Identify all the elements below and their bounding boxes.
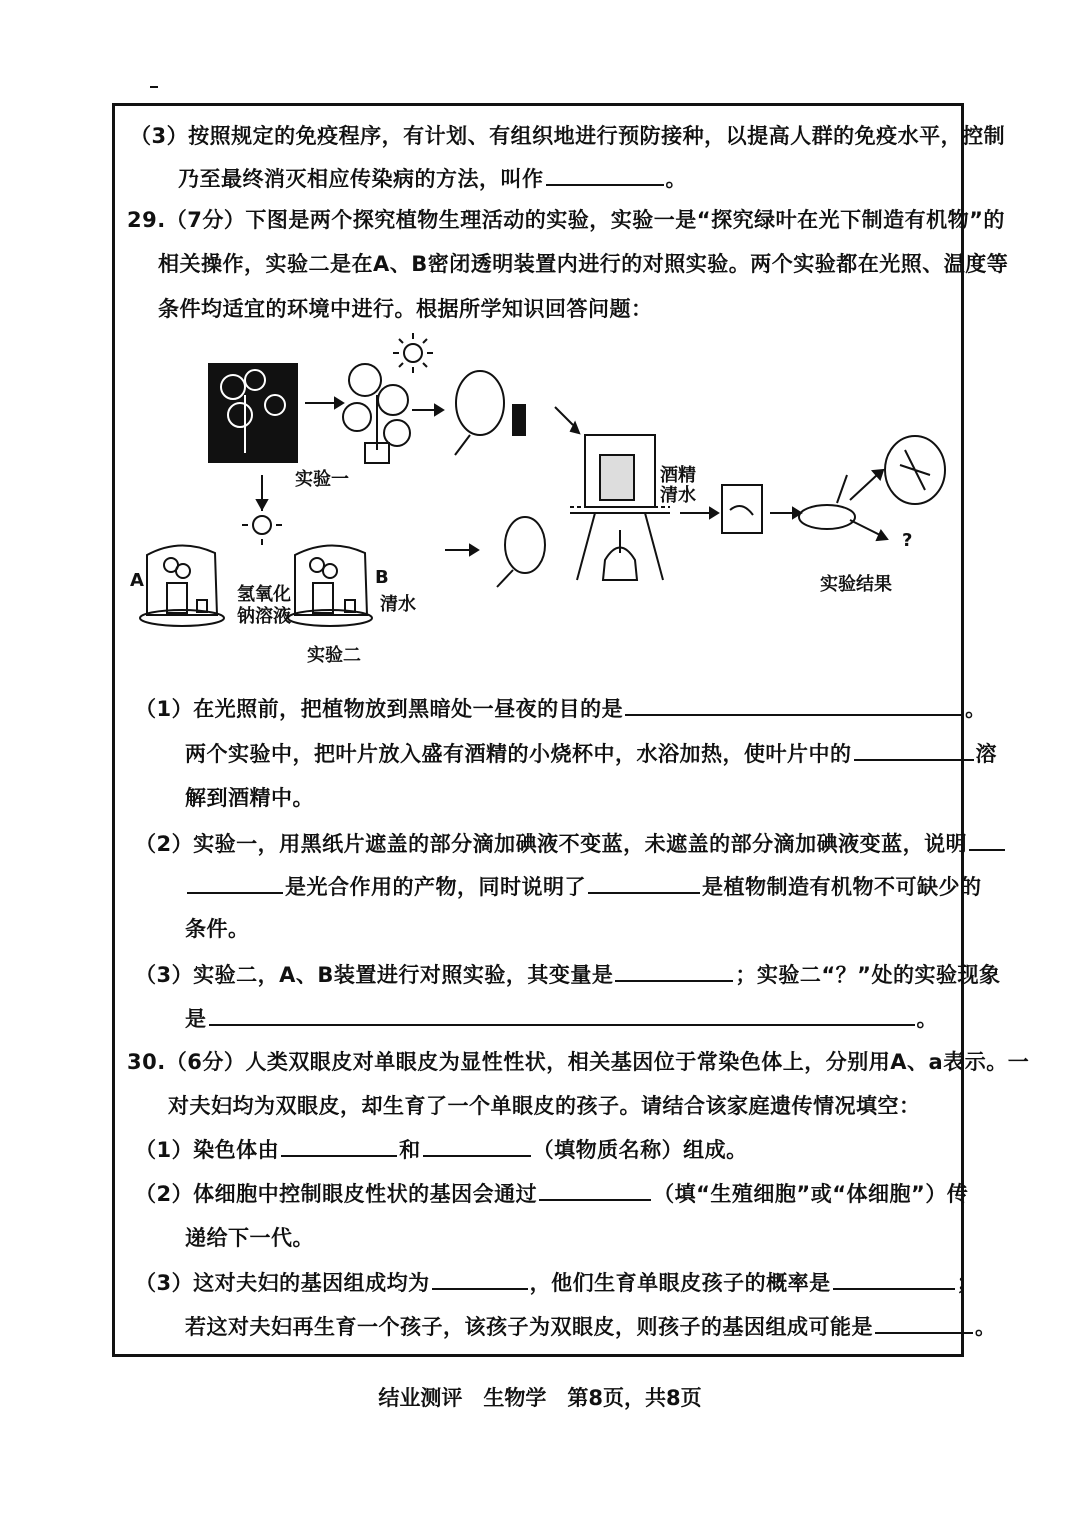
q29-part3-line2: 是 。 (185, 1002, 938, 1033)
label-alcohol: 酒精 (660, 465, 696, 486)
q30-p1-blank1[interactable] (281, 1133, 397, 1157)
label-water-b: 清水 (380, 594, 416, 615)
q28-part3-line1: （3）按照规定的免疫程序，有计划、有组织地进行预防接种，以提高人群的免疫水平，控制 (130, 124, 1006, 148)
q30-p3-blank3[interactable] (875, 1310, 973, 1334)
petri-dish (799, 475, 855, 529)
q29-p2-blank1[interactable] (969, 827, 1005, 851)
corner-mark (150, 86, 158, 88)
q29-stem-line1: 29.（7分）下图是两个探究植物生理活动的实验，实验一是“探究绿叶在光下制造有机物”的 (127, 208, 1005, 232)
q30-stem-line2: 对夫妇均为双眼皮，却生育了一个单眼皮的孩子。请结合该家庭遗传情况填空： (168, 1094, 921, 1118)
q29-part2-line3: 条件。 (185, 917, 250, 941)
label-experiment-1: 实验一 (295, 469, 349, 490)
bell-jar-b (288, 545, 372, 626)
q29-p3-blank2[interactable] (209, 1002, 915, 1026)
label-naoh-2: 钠溶液 (237, 606, 291, 627)
label-water: 清水 (660, 485, 696, 506)
q30-p2-blank[interactable] (539, 1177, 651, 1201)
dark-box (208, 363, 298, 463)
q29-p3-blank1[interactable] (615, 958, 733, 982)
q30-part2-line2: 递给下一代。 (185, 1226, 314, 1250)
q29-p2-blank2[interactable] (588, 870, 700, 894)
bell-jar-a (140, 545, 224, 626)
q29-part2-line1: （2）实验一，用黑纸片遮盖的部分滴加碘液不变蓝，未遮盖的部分滴加碘液变蓝，说明 (135, 827, 1007, 858)
page-border (112, 103, 964, 1357)
page-footer: 结业测评 生物学 第8页，共8页 (378, 1386, 702, 1410)
result-leaf (885, 436, 945, 504)
cut-leaf (497, 517, 545, 587)
label-b: B (375, 567, 389, 588)
q28-part3-line2: 乃至最终消灭相应传染病的方法，叫作 。 (178, 162, 687, 193)
q29-p1-blank1[interactable] (625, 692, 963, 716)
q29-p1-blank2[interactable] (854, 737, 974, 761)
q30-part1: （1）染色体由 和 （填物质名称）组成。 (135, 1133, 748, 1164)
water-bath-apparatus (570, 435, 670, 580)
q29-part2-line2: 是光合作用的产物，同时说明了 是植物制造有机物不可缺少的 (185, 870, 982, 901)
covered-leaf (455, 371, 525, 455)
q29-p2-blank1-cont[interactable] (187, 870, 283, 894)
q28-answer-blank[interactable] (546, 162, 664, 186)
label-question-mark: ? (902, 530, 913, 551)
q29-stem-line3: 条件均适宜的环境中进行。根据所学知识回答问题： (158, 297, 653, 321)
q29-part1-line2: 两个实验中，把叶片放入盛有酒精的小烧杯中，水浴加热，使叶片中的 溶 (185, 737, 997, 768)
q30-p3-blank2[interactable] (833, 1266, 955, 1290)
q30-part3-line1: （3）这对夫妇的基因组成均为 ，他们生育单眼皮孩子的概率是 ； (135, 1266, 978, 1297)
q30-p3-blank1[interactable] (432, 1266, 528, 1290)
label-result: 实验结果 (820, 574, 892, 595)
label-naoh-1: 氢氧化 (237, 584, 291, 605)
q29-part1-line1: （1）在光照前，把植物放到黑暗处一昼夜的目的是 。 (135, 692, 987, 723)
experiment-figure (125, 325, 955, 680)
q29-stem-line2: 相关操作，实验二是在A、B密闭透明装置内进行的对照实验。两个实验都在光照、温度等 (158, 252, 1009, 276)
q30-stem-line1: 30.（6分）人类双眼皮对单眼皮为显性性状，相关基因位于常染色体上，分别用A、a表示。一 (127, 1050, 1030, 1074)
q30-part3-line2: 若这对夫妇再生育一个孩子，该孩子为双眼皮，则孩子的基因组成可能是 。 (185, 1310, 997, 1341)
label-a: A (130, 570, 144, 591)
q30-p1-blank2[interactable] (423, 1133, 531, 1157)
potted-plant (343, 364, 410, 463)
small-beaker (722, 485, 762, 533)
q29-part1-line3: 解到酒精中。 (185, 786, 314, 810)
label-experiment-2: 实验二 (307, 645, 361, 666)
q30-part2-line1: （2）体细胞中控制眼皮性状的基因会通过 （填“生殖细胞”或“体细胞”）传 (135, 1177, 968, 1208)
q29-part3-line1: （3）实验二，A、B装置进行对照实验，其变量是 ；实验二“？”处的实验现象 (135, 958, 1000, 989)
